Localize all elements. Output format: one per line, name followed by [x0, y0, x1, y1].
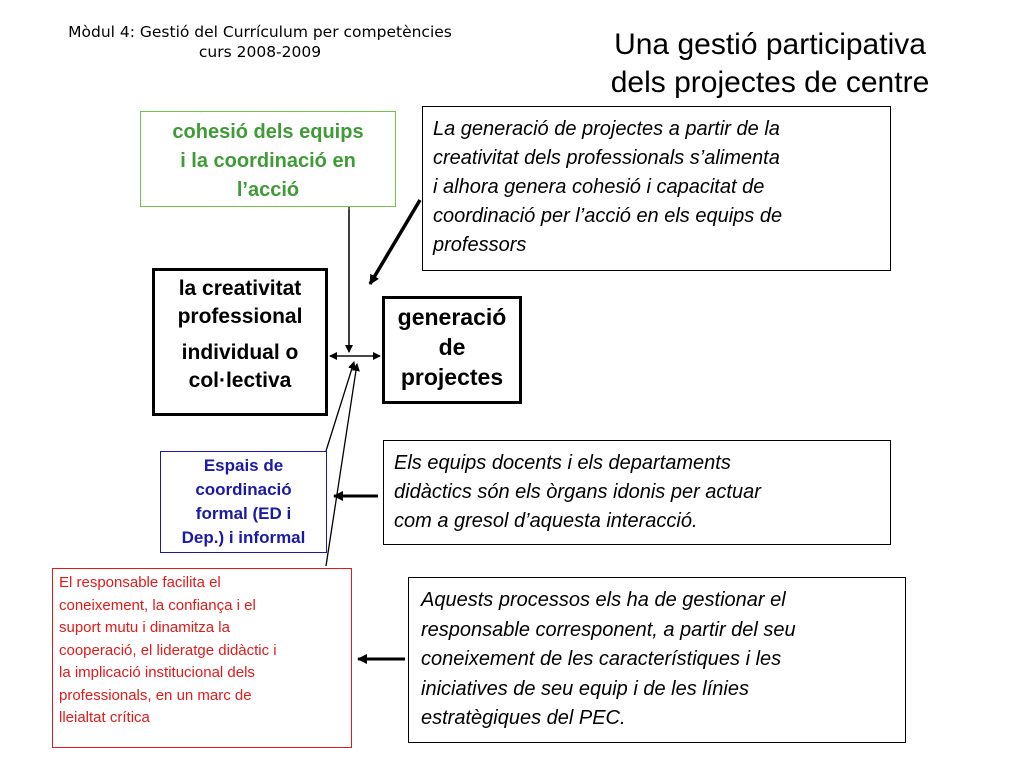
line-espais-to-center [326, 362, 354, 451]
info-equips-line: com a gresol d’aquesta interacció. [394, 510, 698, 532]
box-cohesio [140, 111, 396, 207]
course-year: curs 2008-2009 [198, 43, 322, 61]
box-info-processos [408, 577, 906, 743]
box-creativitat-line: individual o [181, 341, 299, 364]
box-espais-line: formal (ED i [195, 504, 292, 523]
box-responsable-line: professionals, en un marc de [59, 686, 252, 704]
line-responsable-to-center [326, 364, 357, 566]
box-generacio-line: generació [397, 304, 507, 330]
box-responsable-line: cooperació, el lideratge didàctic i [59, 641, 277, 659]
box-espais-line: Espais de [203, 456, 284, 475]
box-info-equips [383, 440, 891, 545]
info-generacio-line: La generació de projectes a partir de la [433, 118, 780, 140]
info-processos-line: iniciatives de seu equip i de les línies [421, 677, 749, 700]
info-processos-line: estratègiques del PEC. [421, 707, 626, 729]
box-responsable-line: El responsable facilita el [59, 574, 221, 591]
box-responsable [52, 568, 352, 748]
info-generacio-line: i alhora genera cohesió i capacitat de [433, 176, 765, 198]
box-cohesio-line: i la coordinació en [180, 150, 356, 172]
box-creativitat-line: professional [177, 305, 303, 328]
box-cohesio-line: l’acció [236, 179, 300, 201]
box-generacio-line: de [438, 334, 466, 360]
info-generacio-line: creativitat dels professionals s’alimenta [433, 147, 780, 169]
box-responsable-line: lleialtat crítica [59, 709, 150, 726]
info-equips-line: Els equips docents i els departaments [394, 452, 731, 474]
info-processos-line: Aquests processos els ha de gestionar el [421, 589, 786, 611]
slide-title-line-1: Una gestió participativa [614, 28, 926, 61]
box-espais-line: Dep.) i informal [181, 528, 306, 547]
box-espais [160, 451, 327, 553]
box-generacio [382, 296, 522, 404]
box-creativitat-line: col·lectiva [188, 369, 292, 392]
box-generacio-line: projectes [400, 364, 504, 390]
info-generacio-line: coordinació per l’acció en els equips de [433, 205, 783, 227]
info-generacio-line: professors [433, 234, 527, 256]
box-responsable-line: la implicació institucional dels [59, 664, 255, 681]
info-equips-line: didàctics són els òrgans idonis per actuar [394, 481, 761, 503]
box-responsable-line: suport mutu i dinamitza la [59, 619, 230, 636]
module-title: Mòdul 4: Gestió del Currículum per competències [68, 23, 452, 41]
box-creativitat [152, 268, 328, 416]
info-processos-line: coneixement de les característiques i les [421, 648, 782, 670]
box-espais-line: coordinació [195, 480, 292, 499]
box-cohesio-line: cohesió dels equips [172, 121, 364, 143]
box-info-generacio [422, 106, 891, 271]
arrow-from-info-generacio [370, 200, 420, 284]
info-processos-line: responsable corresponent, a partir del seu [421, 618, 796, 641]
box-creativitat-line: la creativitat [178, 277, 302, 300]
box-responsable-line: coneixement, la confiança i el [59, 596, 256, 614]
slide-title-line-2: dels projectes de centre [610, 66, 930, 99]
